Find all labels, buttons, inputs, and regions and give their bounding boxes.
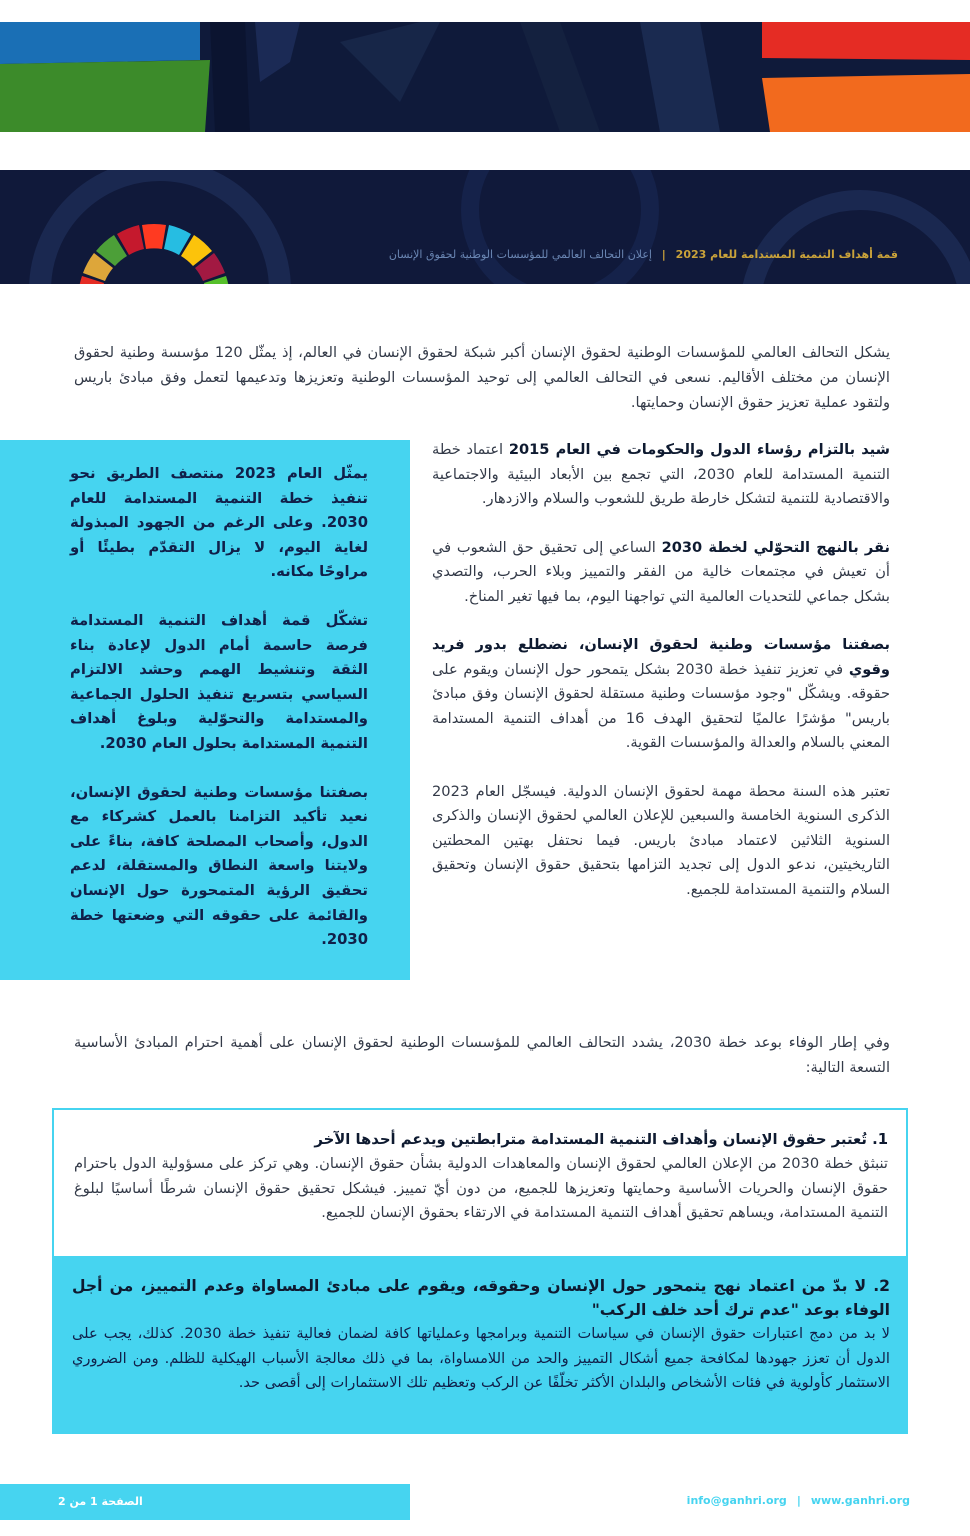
principle-1-title: 1. تُعتبر حقوق الإنسان وأهداف التنمية المستدامة مترابطتين ويدعم أحدها الآخر: [314, 1131, 888, 1148]
website-link[interactable]: www.ganhri.org: [810, 1494, 910, 1507]
callout-box: [0, 440, 410, 980]
footer-bar: [0, 1484, 410, 1520]
transformative-text: الساعي إلى تحقيق حق الشعوب في أن تعيش في مجتمعات خالية من الفقر والتمييز وبلاء الحرب، والتصدي بشكل جماعي للتحديات العالمية التي تواجهنا اليوم، بما فيها تغير المناخ.: [432, 538, 890, 605]
banner-title: [389, 248, 898, 261]
principle-2-body: لا بد من دمج اعتبارات حقوق الإنسان في سياسات التنمية وبرامجها وعملياتها كافة لضمان فعالية تنفيذ خطة 2030. كذلك، يجب على الدول أن تعزز جهودها لمكافحة جميع أشكال التمييز والحد من اللامساواة، بما في ذلك معالجة الأسباب الهيكلية للظلم. ومن الضروري الاستثمار كأولوية في فئات الأشخاص والبلدان الأكثر تخلّفًا عن الركب وتعظيم تلك الاستثمارات إلى أقصى حد.: [72, 1325, 891, 1391]
commitment-paragraph: [432, 438, 890, 512]
transformative-paragraph: [432, 536, 890, 610]
commitment-bold: شيد بالتزام رؤساء الدول والحكومات في العام 2015: [508, 441, 890, 458]
callout-paragraph-2: تشكّل قمة أهداف التنمية المستدامة فرصة حاسمة أمام الدول لإعادة بناء الثقة وتنشيط الهمم وحشد الالتزام السياسي بتسريع تنفيذ الحلول الجماعية والمستدامة والتحوّلية وبلوغ أهداف التنمية المستدامة بحلول العام 2030.: [70, 611, 368, 752]
intro-paragraph: يشكل التحالف العالمي للمؤسسات الوطنية لحقوق الإنسان أكبر شبكة لحقوق الإنسان في العالم، إذ يمثّل 120 مؤسسة وطنية لحقوق الإنسان من مختلف الأقاليم. نسعى في التحالف العالمي إلى توحيد المؤسسات الوطنية وتعزيزها وتدعيمها لتعمل وفق مبادئ باريس ولتقود عملية تعزيز حقوق الإنسان وحمايتها.: [74, 344, 891, 411]
header-banner-top: [0, 22, 970, 132]
banner-title-sub: إعلان التحالف العالمي للمؤسسات الوطنية لحقوق الإنسان: [388, 248, 652, 261]
footer-links: [687, 1494, 910, 1507]
commitment-text: اعتماد خطة التنمية المستدامة للعام 2030، التي تجمع بين الأبعاد البيئية والاجتماعية والاقتصادية للتنمية لتشكل خارطة طريق للشعوب والسلام والازدهار.: [432, 441, 890, 507]
principle-1-body: تنبثق خطة 2030 من الإعلان العالمي لحقوق الإنسان والمعاهدات الدولية بشأن حقوق الإنسان. وهي تركز على مسؤولية الدول باحترام حقوق الإنسان والحريات الأساسية وحمايتها وتعزيزها للجميع، من دون أيّ تمييز. فيشكل تحقيق حقوق الإنسان شرطًا أساسيًا لبلوغ التنمية المستدامة، ويساهم تحقيق أهداف التنمية المستدامة في الارتقاء بحقوق الإنسان للجميع.: [74, 1155, 888, 1221]
page-number: الصفحة 1 من 2: [58, 1495, 143, 1508]
principle-2-title: 2. لا بدّ من اعتماد نهج يتمحور حول الإنسان وحقوقه، ويقوم على مبادئ المساواة وعدم التمييز، من أجل الوفاء بوعد "عدم ترك أحد خلف الركب": [72, 1277, 890, 1319]
callout-paragraph-1: يمثّل العام 2023 منتصف الطريق نحو تنفيذ خطة التنمية المستدامة للعام 2030. وعلى الرغم من الجهود المبذولة لغاية اليوم، لا يزال التقدّم بطيئًا أو مراوحًا مكانه.: [70, 465, 368, 581]
milestone-paragraph: [432, 780, 890, 903]
sdg-wheel-icon: [64, 200, 244, 284]
transformative-bold: نقر بالنهج التحوّلي لخطة 2030: [661, 538, 890, 556]
banner-graphic: [0, 22, 970, 132]
banner-title-separator: |: [661, 248, 666, 261]
footer-separator: |: [796, 1494, 801, 1507]
principle-1-box: [52, 1108, 908, 1258]
nhri-role-paragraph: [432, 633, 890, 756]
email-link[interactable]: info@ganhri.org: [686, 1494, 787, 1507]
nhri-role-text: في تعزيز تنفيذ خطة 2030 بشكل يتمحور حول الإنسان ويقوم على حقوقه. ويشكّل "وجود مؤسسات وطنية مستقلة لحقوق الإنسان وفق مبادئ باريس" مؤشرًا عالميًا لتحقيق الهدف 16 من أهداف التنمية المستدامة المعني بالسلام والعدالة والمؤسسات القوية.: [432, 660, 890, 751]
principles-lead: وفي إطار الوفاء بوعد خطة 2030، يشدد التحالف العالمي للمؤسسات الوطنية لحقوق الإنسان على أهمية احترام المبادئ الأساسية التسعة التالية:: [74, 1034, 890, 1076]
principle-2-box: [52, 1258, 908, 1434]
header-banner-bottom: [0, 170, 970, 284]
banner-title-main: قمة أهداف التنمية المستدامة للعام 2023: [675, 248, 898, 261]
right-column: [432, 438, 890, 926]
callout-paragraph-3: بصفتنا مؤسسات وطنية لحقوق الإنسان، نعيد تأكيد التزامنا بالعمل كشركاء مع الدول، وأصحاب المصلحة كافة، بناءً على ولايتنا واسعة النطاق والمستقلة، لدعم تحقيق الرؤية المتمحورة حول الإنسان والقائمة على حقوقه التي وضعتها خطة 2030.: [70, 783, 368, 949]
milestone-text: تعتبر هذه السنة محطة مهمة لحقوق الإنسان الدولية. فيسجّل العام 2023 الذكرى السنوية الخامسة والسبعين للإعلان العالمي لحقوق الإنسان والذكرى السنوية الثلاثين لاعتماد مبادئ باريس. فيما نحتفل بهتين المحطتين التاريخيتين، ندعو الدول إلى تجديد التزامها بتحقيق حقوق الإنسان وتحقيق السلام والتنمية المستدامة للجميع.: [432, 782, 890, 898]
nhri-role-bold: بصفتنا مؤسسات وطنية لحقوق الإنسان، نضطلع بدور فريد وقوي: [432, 636, 890, 678]
